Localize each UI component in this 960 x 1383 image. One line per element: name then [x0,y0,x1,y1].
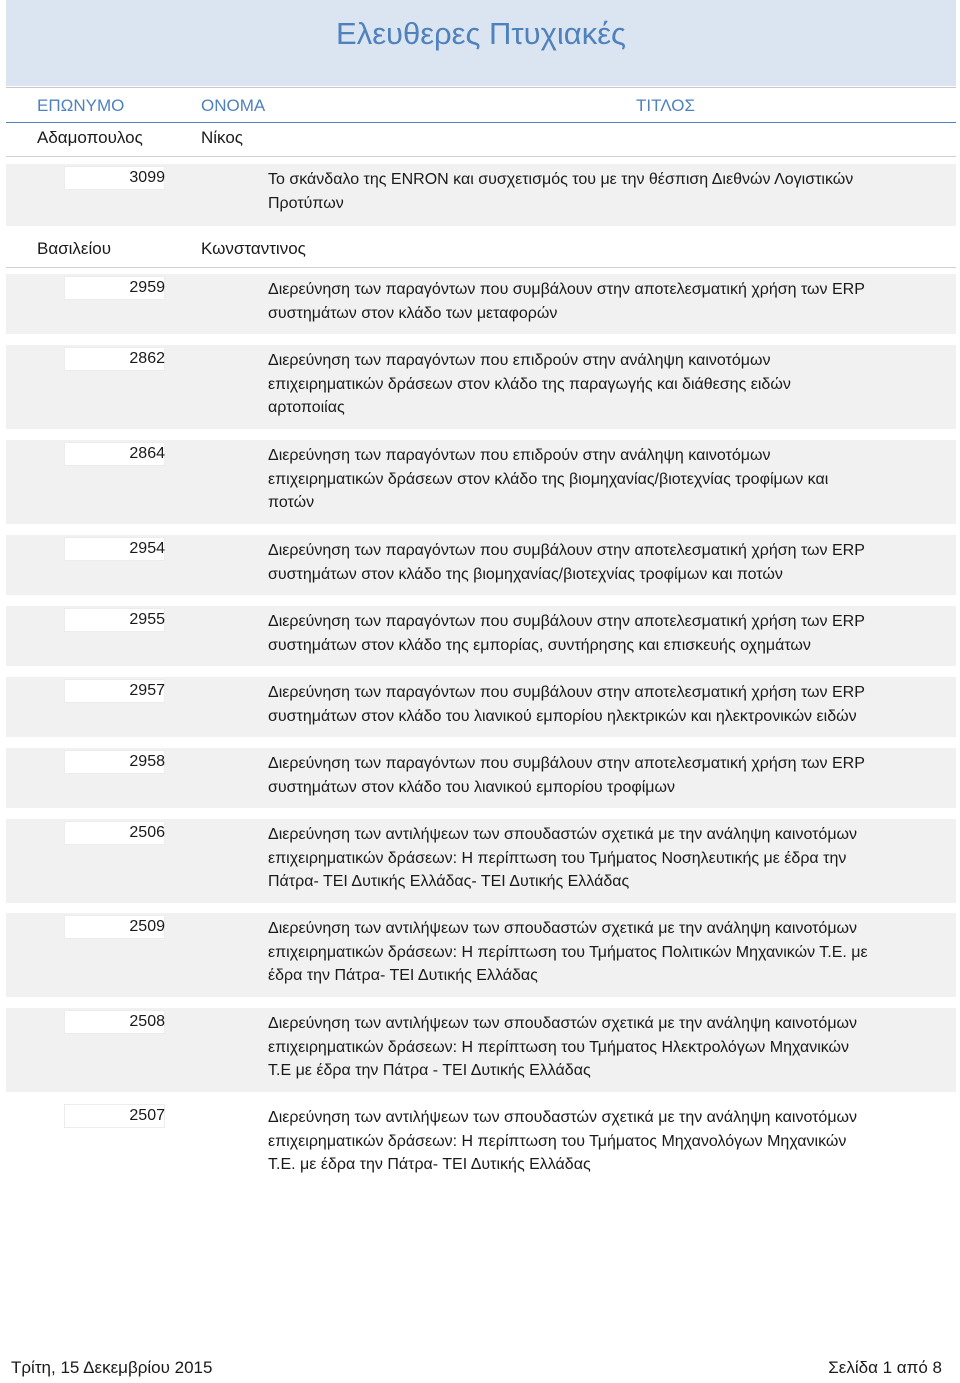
thesis-id: 2507 [129,1107,165,1124]
thesis-id: 2959 [129,279,165,296]
thesis-title: Διερεύνηση των αντιλήψεων των σπουδαστών σχετικά με την ανάληψη καινοτόμων επιχειρηματικών δράσεων: Η περίπτωση του Τμήματος Νοσηλευτικής με έδρα την Πάτρα- ΤΕΙ Δυτικής Ελλάδας- ΤΕΙ Δυτικής Ελλάδας [268,826,858,890]
thesis-id: 2508 [129,1013,165,1030]
author-name: Κωνσταντινος [201,239,306,258]
author-name: Νίκος [201,128,243,147]
author-row [0,239,960,269]
thesis-id: 2957 [129,682,165,699]
thesis-id: 2509 [129,918,165,935]
thesis-title: Διερεύνηση των παραγόντων που συμβάλουν στην αποτελεσματική χρήση των ERP συστημάτων στον κλάδο του λιανικού εμπορίου τροφίμων [268,755,865,796]
thesis-title: Διερεύνηση των αντιλήψεων των σπουδαστών σχετικά με την ανάληψη καινοτόμων επιχειρηματικών δράσεων: Η περίπτωση του Τμήματος Μηχανολόγων Μηχανικών Τ.Ε. με έδρα την Πάτρα- ΤΕΙ Δυτικής Ελλάδας [268,1109,858,1173]
thesis-title: Το σκάνδαλο της ENRON και συσχετισμός του με την θέσπιση Διεθνών Λογιστικών Προτύπων [268,171,854,212]
author-divider [6,156,956,157]
thesis-id: 2862 [129,350,165,367]
thesis-title: Διερεύνηση των παραγόντων που συμβάλουν στην αποτελεσματική χρήση των ERP συστημάτων στον κλάδο της εμπορίας, συντήρησης και επισκευής οχημάτων [268,613,865,654]
column-header-title: ΤΙΤΛΟΣ [636,96,695,115]
author-divider [6,267,956,268]
column-header-surname: ΕΠΩΝΥΜΟ [37,96,125,115]
footer-page-number: Σελίδα 1 από 8 [828,1358,942,1377]
author-surname: Αδαμοπουλος [37,128,143,147]
thesis-title: Διερεύνηση των αντιλήψεων των σπουδαστών σχετικά με την ανάληψη καινοτόμων επιχειρηματικών δράσεων: Η περίπτωση του Τμήματος Πολιτικών Μηχανικών Τ.Ε. με έδρα την Πάτρα- ΤΕΙ Δυτικής Ελλάδας [268,920,868,984]
title-band [6,0,956,86]
author-row [0,128,960,158]
thesis-id: 3099 [129,169,165,186]
thesis-id: 2955 [129,611,165,628]
thesis-id: 2864 [129,445,165,462]
thesis-title: Διερεύνηση των παραγόντων που συμβάλουν στην αποτελεσματική χρήση των ERP συστημάτων στον κλάδο της βιομηχανίας/βιοτεχνίας τροφίμων και ποτών [268,542,865,583]
footer-date: Τρίτη, 15 Δεκεμβρίου 2015 [11,1358,213,1377]
page-title: Ελευθερες Πτυχιακές [336,16,626,51]
thesis-title: Διερεύνηση των παραγόντων που συμβάλουν στην αποτελεσματική χρήση των ERP συστημάτων στον κλάδο των μεταφορών [268,281,865,322]
thesis-title: Διερεύνηση των παραγόντων που συμβάλουν στην αποτελεσματική χρήση των ERP συστημάτων στον κλάδο του λιανικού εμπορίου ηλεκτρικών και ηλεκτρονικών ειδών [268,684,865,725]
thesis-id: 2958 [129,753,165,770]
thesis-title: Διερεύνηση των παραγόντων που επιδρούν στην ανάληψη καινοτόμων επιχειρηματικών δράσεων στον κλάδο της παραγωγής και διάθεσης ειδών αρτοποιίας [268,352,791,416]
header-divider-top [6,87,956,88]
author-surname: Βασιλείου [37,239,112,258]
thesis-title: Διερεύνηση των παραγόντων που επιδρούν στην ανάληψη καινοτόμων επιχειρηματικών δράσεων στον κλάδο της βιομηχανίας/βιοτεχνίας τροφίμων και ποτών [268,447,829,511]
thesis-id: 2506 [129,824,165,841]
thesis-title: Διερεύνηση των αντιλήψεων των σπουδαστών σχετικά με την ανάληψη καινοτόμων επιχειρηματικών δράσεων: Η περίπτωση του Τμήματος Ηλεκτρολόγων Μηχανικών Τ.Ε με έδρα την Πάτρα - ΤΕΙ Δυτικής Ελλάδας [268,1015,858,1079]
header-divider-bottom [6,122,956,123]
column-header-name: ΟΝΟΜΑ [201,96,266,115]
thesis-id: 2954 [129,540,165,557]
